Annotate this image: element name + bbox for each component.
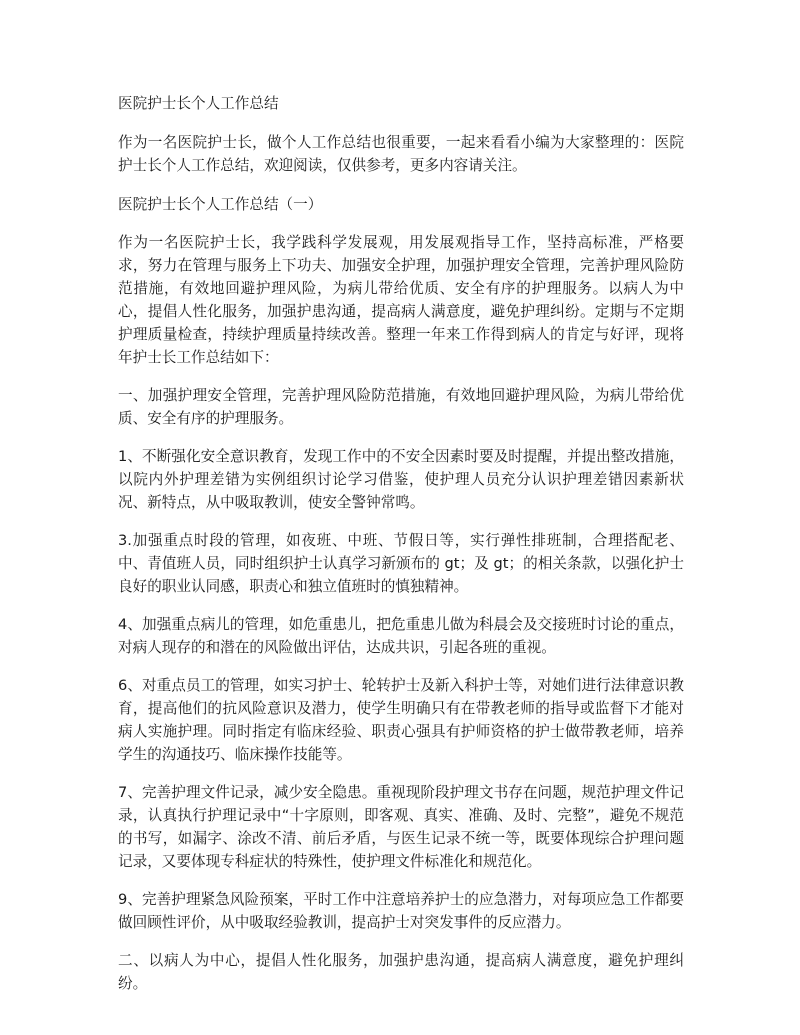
body-paragraph: 9、完善护理紧急风险预案，平时工作中注意培养护士的应急潜力，对每项应急工作都要做回顾性评价，从中吸取经验教训，提高护士对突发事件的反应潜力。 — [118, 891, 684, 931]
intro-paragraph: 作为一名医院护士长，做个人工作总结也很重要，一起来看看小编为大家整理的：医院护士长个人工作总结，欢迎阅读，仅供参考，更多内容请关注。 — [118, 134, 684, 174]
section-title: 医院护士长个人工作总结（一） — [118, 196, 323, 213]
body-paragraph: 1、不断强化安全意识教育，发现工作中的不安全因素时要及时提醒，并提出整改措施，以院内外护理差错为实例组织讨论学习借鉴，使护理人员充分认识护理差错因素新状况、新特点，从中吸取教训，使安全警钟常鸣。 — [118, 448, 684, 511]
body-paragraph: 4、加强重点病儿的管理，如危重患儿，把危重患儿做为科晨会及交接班时讨论的重点，对病人现存的和潜在的风险做出评估，达成共识，引起各班的重视。 — [118, 616, 684, 656]
body-paragraph: 3.加强重点时段的管理，如夜班、中班、节假日等，实行弹性排班制，合理搭配老、中、青值班人员，同时组织护士认真学习新颁布的 gt；及 gt；的相关条款，以强化护士良好的职业认同感，职责心和独立值班时的慎独精神。 — [118, 532, 684, 595]
heading-paragraph: 一、加强护理安全管理，完善护理风险防范措施，有效地回避护理风险，为病儿带给优质、安全有序的护理服务。 — [118, 387, 684, 427]
document-page — [118, 92, 684, 1010]
body-paragraph: 作为一名医院护士长，我学践科学发展观，用发展观指导工作，坚持高标准，严格要求，努力在管理与服务上下功夫、加强安全护理，加强护理安全管理，完善护理风险防范措施，有效地回避护理风险，为病儿带给优质、安全有序的护理服务。以病人为中心，提倡人性化服务，加强护患沟通，提高病人满意度，避免护理纠纷。定期与不定期护理质量检查，持续护理质量持续改善。整理一年来工作得到病人的肯定与好评，现将年护士长工作总结如下： — [118, 234, 684, 366]
document-title: 医院护士长个人工作总结 — [118, 95, 279, 112]
body-paragraph: 7、完善护理文件记录，减少安全隐患。重视现阶段护理文书存在问题，规范护理文件记录，认真执行护理记录中“十字原则，即客观、真实、准确、及时、完整”，避免不规范的书写，如漏字、涂改不清、前后矛盾，与医生记录不统一等，既要体现综合护理问题记录，又要体现专科症状的特殊性，使护理文件标准化和规范化。 — [118, 784, 684, 870]
body-paragraph: 6、对重点员工的管理，如实习护士、轮转护士及新入科护士等，对她们进行法律意识教育，提高他们的抗风险意识及潜力，使学生明确只有在带教老师的指导或监督下才能对病人实施护理。同时指定有临床经验、职责心强具有护师资格的护士做带教老师，培养学生的沟通技巧、临床操作技能等。 — [118, 677, 684, 763]
heading-paragraph: 二、以病人为中心，提倡人性化服务，加强护患沟通，提高病人满意度，避免护理纠纷。 — [118, 952, 684, 992]
